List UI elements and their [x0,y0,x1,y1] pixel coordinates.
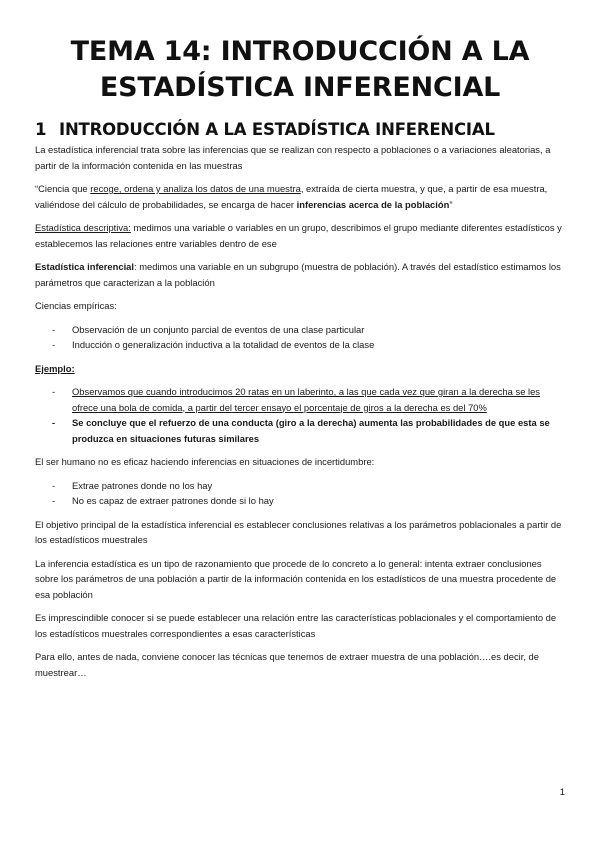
list-item: - No es capaz de extraer patrones donde si lo hay [35,493,565,509]
quote-part-a: “Ciencia que [35,183,91,194]
quote-part-e: ” [449,198,453,210]
paragraph-inferential [35,259,565,290]
term-inferential: Estadística inferencial [35,261,135,272]
paragraph-sampling: Para ello, antes de nada, conviene conocer las técnicas que tenemos de extraer muestra de una población….es decir, de muestrear… [35,651,539,678]
document-title [35,34,565,106]
paragraph-reasoning: La inferencia estadística es un tipo de razonamiento que procede de lo concreto a lo general: intenta extraer conclusiones sobre los parámetros de una población a partir de la información contenida en los estadísticos de una muestra procedente de esa población [35,557,557,600]
inferential-text: : medimos una variable en un subgrupo (muestra de población). A través del estadístico estimamos los parámetros que caracterizan a la población [35,261,561,288]
paragraph-empirical: Ciencias empíricas: [35,300,117,311]
section-number: 1 [35,120,47,139]
list-item: - Extrae patrones donde no los hay [35,478,565,494]
paragraph-descriptive [35,220,565,251]
list-item: - Inducción o generalización inductiva a la totalidad de eventos de la clase [35,337,565,353]
paragraph-relation: Es imprescindible conocer si se puede establecer una relación entre las características poblacionales y el comportamiento de los estadísticos muestrales correspondientes a esas características [35,612,557,639]
list-item: - Se concluye que el refuerzo de una conducta (giro a la derecha) aumenta las probabilidades de que esta se produzca en situaciones futuras similares [35,415,565,446]
paragraph-quote [35,181,565,212]
section-title: INTRODUCCIÓN A LA ESTADÍSTICA INFERENCIAL [59,120,495,139]
uncertainty-list [35,478,565,509]
empirical-list [35,322,565,353]
list-item: - Observación de un conjunto parcial de eventos de una clase particular [35,322,565,338]
quote-bold: inferencias acerca de la población [296,198,450,210]
quote-part-c: , extraída de cierta muestra, y que, a partir de esa muestra, valiéndose del cálculo de probabilidades, se encarga de hacer [35,183,548,210]
quote-underlined: recoge, ordena y analiza los datos de una muestra [90,183,301,194]
example-label: Ejemplo: [35,362,75,374]
descriptive-text: medimos una variable o variables en un grupo, describimos el grupo mediante diferentes estadísticos y establecemos las relaciones entre variables dentro de ese [35,222,562,249]
term-descriptive: Estadística descriptiva: [35,222,131,233]
section-heading [35,120,565,140]
list-item: - Observamos que cuando introducimos 20 ratas en un laberinto, a las que cada vez que giran a la derecha se les ofrece una bola de comida, a partir del tercer ensayo el porcentaje de giros a la derecha es del 70% [35,384,565,415]
title-line-2: ESTADÍSTICA INFERENCIAL [99,72,501,103]
title-line-1: TEMA 14: INTRODUCCIÓN A LA [70,36,530,67]
paragraph-definition: La estadística inferencial trata sobre las inferencias que se realizan con respecto a poblaciones o a variaciones aleatorias, a partir de la información contenida en las muestras [35,144,551,171]
example-list [35,384,565,446]
page-number: 1 [559,786,565,797]
paragraph-objective: El objetivo principal de la estadística inferencial es establecer conclusiones relativas a los parámetros poblacionales a partir de los estadísticos muestrales [35,518,562,545]
document-page [35,34,565,688]
paragraph-uncertainty: El ser humano no es eficaz haciendo inferencias en situaciones de incertidumbre: [35,456,375,467]
